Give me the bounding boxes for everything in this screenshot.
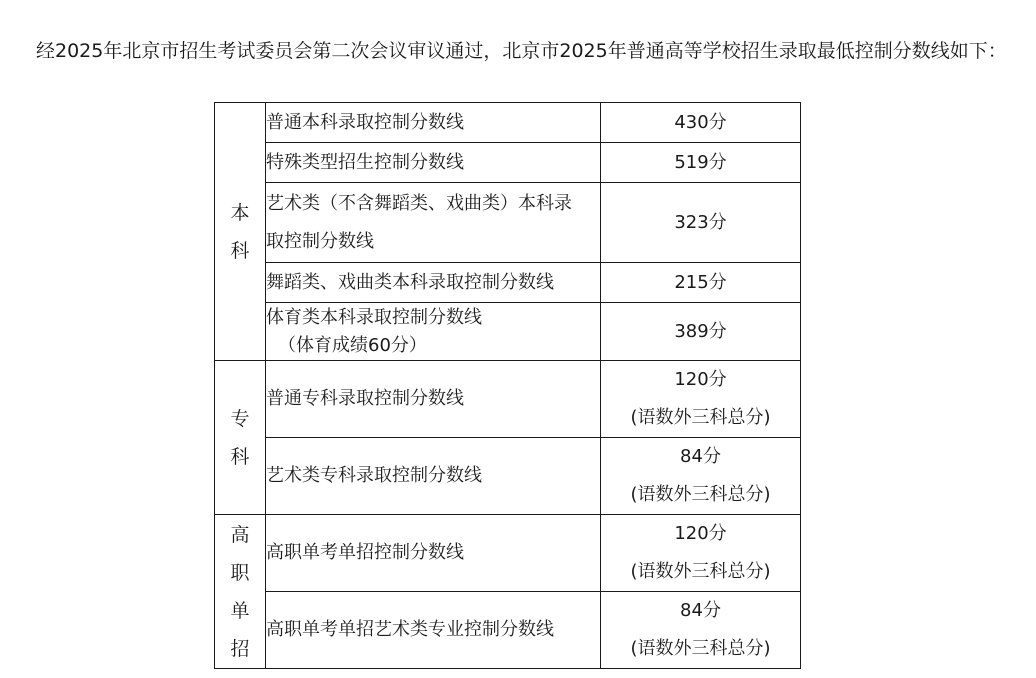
category-char: 本 <box>230 201 250 224</box>
table-row <box>215 143 801 183</box>
score-note: (语数外三科总分) <box>630 561 771 582</box>
category-char: 科 <box>230 445 250 468</box>
score-value: 323分 <box>601 183 801 263</box>
category-benke <box>215 103 266 361</box>
score-cell <box>601 438 801 515</box>
score-value: 215分 <box>601 263 801 303</box>
score-note: (语数外三科总分) <box>630 407 771 428</box>
item-label-line: 艺术类（不含舞蹈类、戏曲类）本科录 <box>266 192 572 214</box>
item-label-line: 取控制分数线 <box>266 230 374 252</box>
table-row <box>215 303 801 361</box>
item-label <box>266 303 601 361</box>
score-value: 84分 <box>680 446 721 467</box>
table-row <box>215 592 801 669</box>
score-cell <box>601 515 801 592</box>
category-char: 招 <box>230 637 250 660</box>
table-row <box>215 515 801 592</box>
score-value: 430分 <box>601 103 801 143</box>
category-zhuanke <box>215 361 266 515</box>
item-label-line: 体育类本科录取控制分数线 <box>266 306 482 328</box>
item-label: 特殊类型招生控制分数线 <box>266 143 601 183</box>
score-cell <box>601 592 801 669</box>
category-char: 专 <box>230 407 250 430</box>
item-label: 高职单考单招艺术类专业控制分数线 <box>266 592 601 669</box>
item-label: 艺术类专科录取控制分数线 <box>266 438 601 515</box>
category-gaozhi <box>215 515 266 669</box>
score-table <box>214 102 801 669</box>
category-char: 高 <box>230 523 250 546</box>
table-row <box>215 103 801 143</box>
score-note: (语数外三科总分) <box>630 638 771 659</box>
category-char: 单 <box>230 599 250 622</box>
item-label: 普通专科录取控制分数线 <box>266 361 601 438</box>
score-note: (语数外三科总分) <box>630 484 771 505</box>
table-row <box>215 263 801 303</box>
score-value: 84分 <box>680 600 721 621</box>
score-value: 120分 <box>674 523 727 544</box>
item-label <box>266 183 601 263</box>
item-label: 普通本科录取控制分数线 <box>266 103 601 143</box>
item-label: 舞蹈类、戏曲类本科录取控制分数线 <box>266 263 601 303</box>
item-label: 高职单考单招控制分数线 <box>266 515 601 592</box>
score-value: 389分 <box>601 303 801 361</box>
score-value: 519分 <box>601 143 801 183</box>
category-char: 科 <box>230 239 250 262</box>
score-value: 120分 <box>674 369 727 390</box>
table-row <box>215 183 801 263</box>
category-char: 职 <box>230 561 250 584</box>
intro-text: 经2025年北京市招生考试委员会第二次会议审议通过，北京市2025年普通高等学校招生录取最低控制分数线如下： <box>36 40 1007 62</box>
item-label-line: （体育成绩60分） <box>278 334 427 356</box>
score-cell <box>601 361 801 438</box>
table-row <box>215 438 801 515</box>
table-row <box>215 361 801 438</box>
